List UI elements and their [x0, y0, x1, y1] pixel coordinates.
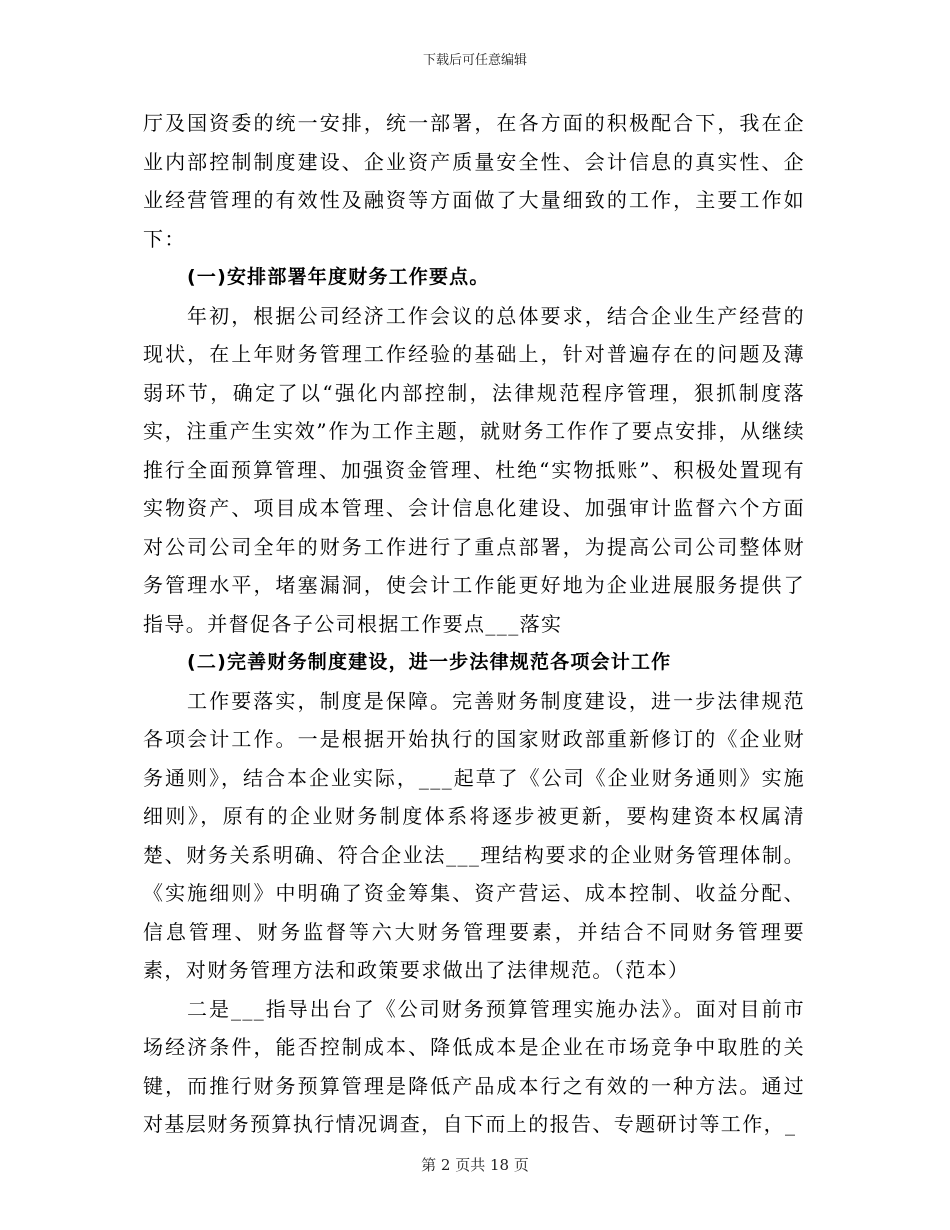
page-footer: 第 2 页共 18 页 [421, 1156, 529, 1174]
page-header: 下载后可任意编辑 [422, 53, 527, 68]
paragraph-system-construction: 工作要落实，制度是保障。完善财务制度建设，进一步法律规范各项会计工作。一是根据开始执行的国家财政部重新修订的《企业财务通则》，结合本企业实际，___起草了《公司《企业财务通则》实施细则》，原有的企业财务制度体系将逐步被更新，要构建资本权属清楚、财务关系明确、符合企业法___理结构要求的企业财务管理体制。《实施细则》中明确了资金筹集、资产营运、成本控制、收益分配、信息管理、财务监督等六大财务管理要素，并结合不同财务管理要素，对财务管理方法和政策要求做出了法律规范。（范本） [143, 688, 805, 982]
paragraph-budget-management: 二是___指导出台了《公司财务预算管理实施办法》。面对目前市场经济条件，能否控制成本、降低成本是企业在市场竞争中取胜的关键，而推行财务预算管理是降低产品成本行之有效的一种方法。通过对基层财务预算执行情况调查，自下而上的报告、专题研讨等工作，_ [143, 996, 805, 1136]
section-heading-2: (二)完善财务制度建设，进一步法律规范各项会计工作 [187, 651, 672, 673]
document-body [143, 104, 805, 1144]
section-heading-1: (一)安排部署年度财务工作要点。 [187, 266, 490, 288]
paragraph-continuation: 厅及国资委的统一安排，统一部署，在各方面的积极配合下，我在企业内部控制制度建设、企业资产质量安全性、会计信息的真实性、企业经营管理的有效性及融资等方面做了大量细致的工作，主要工作如下： [143, 111, 805, 251]
paragraph-annual-plan: 年初，根据公司经济工作会议的总体要求，结合企业生产经营的现状，在上年财务管理工作经验的基础上，针对普遍存在的问题及薄弱环节，确定了以“强化内部控制，法律规范程序管理，狠抓制度落实，注重产生实效”作为工作主题，就财务工作作了要点安排，从继续推行全面预算管理、加强资金管理、杜绝“实物抵账”、积极处置现有实物资产、项目成本管理、会计信息化建设、加强审计监督六个方面对公司公司全年的财务工作进行了重点部署，为提高公司公司整体财务管理水平，堵塞漏洞，使会计工作能更好地为企业进展服务提供了指导。并督促各子公司根据工作要点___落实 [143, 303, 805, 636]
